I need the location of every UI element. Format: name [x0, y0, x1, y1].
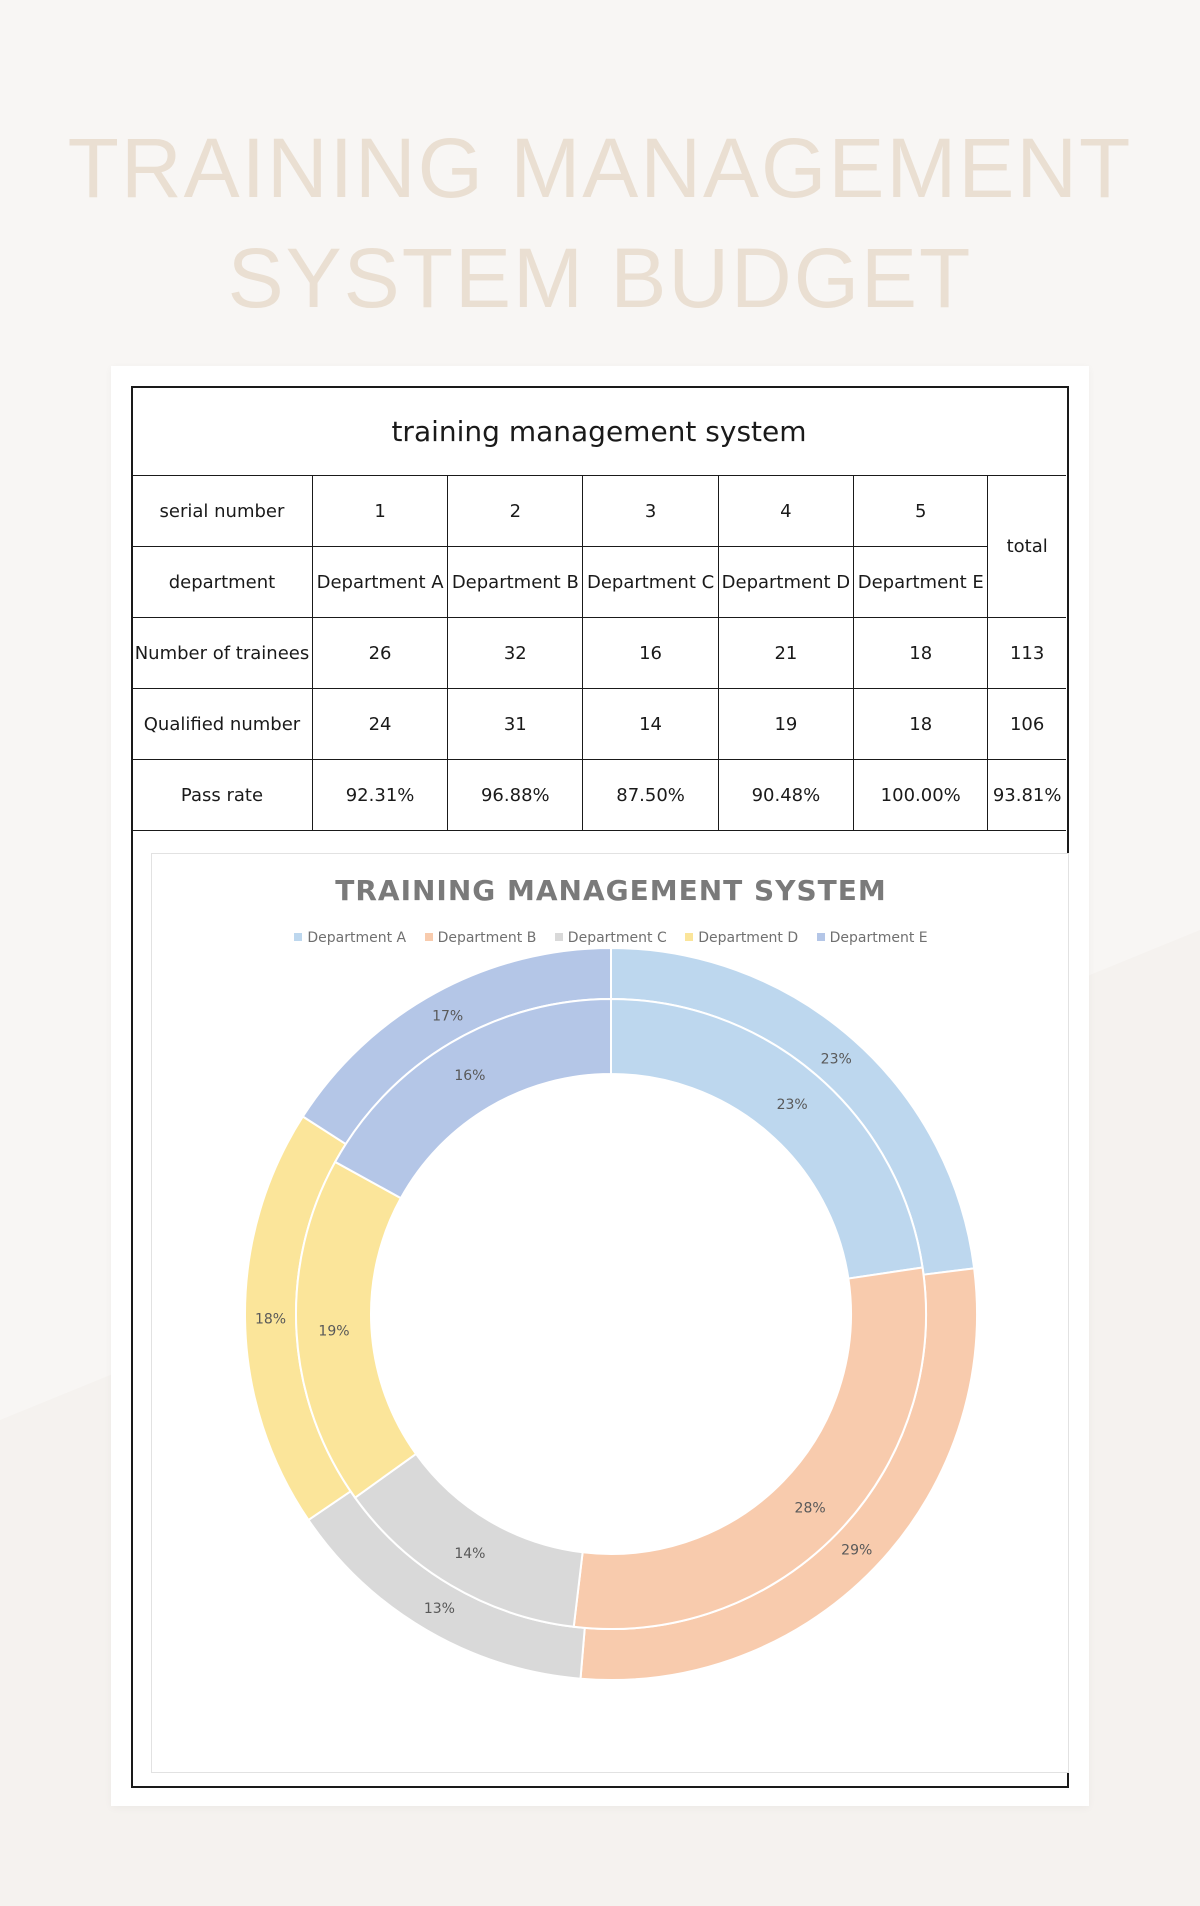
- serial-cell: 4: [718, 476, 853, 547]
- legend-label: Department D: [698, 930, 799, 946]
- row-label: Number of trainees: [132, 618, 312, 689]
- serial-cell: 2: [448, 476, 583, 547]
- value-cell: 18: [854, 618, 988, 689]
- inner-ring-segment: [574, 1267, 926, 1629]
- value-cell: 21: [718, 618, 853, 689]
- value-cell: 26: [312, 618, 447, 689]
- outer-ring-data-label: 23%: [820, 1051, 852, 1068]
- department-cell: Department E: [854, 547, 988, 618]
- value-cell: 92.31%: [312, 760, 447, 831]
- inner-ring-data-label: 23%: [776, 1096, 808, 1113]
- spreadsheet: [131, 386, 1069, 1788]
- row-label: Pass rate: [132, 760, 312, 831]
- outer-ring-data-label: 18%: [254, 1311, 287, 1328]
- trainees-row: [132, 618, 1066, 689]
- legend-label: Department B: [437, 930, 537, 946]
- value-cell: 24: [312, 689, 447, 760]
- hero-title-line-1: TRAINING MANAGEMENT: [67, 121, 1133, 215]
- value-cell: 16: [583, 618, 718, 689]
- table-title: training management system: [132, 388, 1066, 476]
- department-cell: Department B: [448, 547, 583, 618]
- serial-label: serial number: [132, 476, 312, 547]
- value-cell: 18: [854, 689, 988, 760]
- row-label: Qualified number: [132, 689, 312, 760]
- value-cell: 31: [448, 689, 583, 760]
- serial-cell: 1: [312, 476, 447, 547]
- value-cell: 32: [448, 618, 583, 689]
- department-cell: Department D: [718, 547, 853, 618]
- total-cell: 93.81%: [988, 760, 1066, 831]
- chart-area: [151, 853, 1069, 1773]
- total-cell: 113: [988, 618, 1066, 689]
- inner-ring-data-label: 28%: [794, 1500, 826, 1517]
- outer-ring-data-label: 17%: [432, 1008, 464, 1025]
- legend-label: Department C: [567, 930, 667, 946]
- department-cell: Department C: [583, 547, 718, 618]
- legend-label: Department A: [307, 930, 407, 946]
- total-cell: 106: [988, 689, 1066, 760]
- serial-row: [132, 476, 1066, 547]
- value-cell: 87.50%: [583, 760, 718, 831]
- inner-ring-data-label: 19%: [318, 1323, 350, 1340]
- department-row: [132, 547, 1066, 618]
- value-cell: 90.48%: [718, 760, 853, 831]
- donut-chart: [152, 854, 1070, 1774]
- training-table: [132, 388, 1066, 831]
- value-cell: 100.00%: [854, 760, 988, 831]
- department-cell: Department A: [312, 547, 447, 618]
- hero-title-line-2: SYSTEM BUDGET: [227, 231, 973, 325]
- serial-cell: 5: [854, 476, 988, 547]
- value-cell: 19: [718, 689, 853, 760]
- value-cell: 14: [583, 689, 718, 760]
- legend-label: Department E: [829, 930, 928, 946]
- inner-ring-data-label: 14%: [454, 1545, 486, 1562]
- outer-ring-data-label: 29%: [841, 1542, 873, 1559]
- outer-ring-data-label: 13%: [423, 1601, 455, 1618]
- chart-title: TRAINING MANAGEMENT SYSTEM: [335, 874, 887, 907]
- value-cell: 96.88%: [448, 760, 583, 831]
- department-label: department: [132, 547, 312, 618]
- inner-ring-data-label: 16%: [454, 1068, 486, 1085]
- total-header: total: [988, 476, 1066, 618]
- serial-cell: 3: [583, 476, 718, 547]
- pass-rate-row: [132, 760, 1066, 831]
- qualified-row: [132, 689, 1066, 760]
